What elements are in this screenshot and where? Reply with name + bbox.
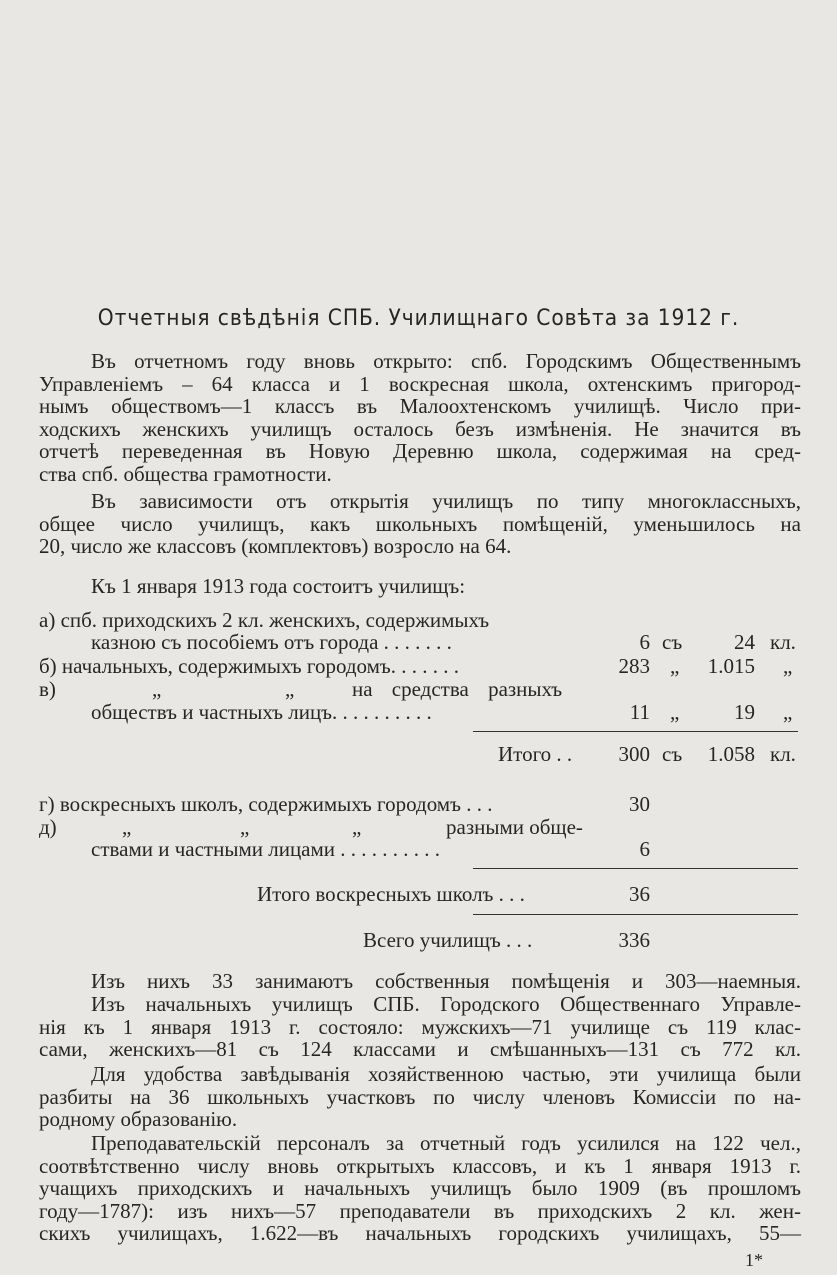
paragraph-6 (39, 1132, 801, 1245)
row-g-line: г) воскресныхъ школъ, содержимыхъ городомъ . . . (39, 792, 493, 816)
text-line: Изъ начальныхъ училищъ СПБ. Городского Общественнаго Управле- (91, 992, 801, 1016)
page-title: Отчетныя свѣдѣнія СПБ. Училищнаго Совѣта за 1912 г. (97, 306, 740, 331)
text-line: учащихъ приходскихъ и начальныхъ училищъ было 1909 (въ прошломъ (39, 1176, 801, 1200)
paragraph-5 (39, 1063, 801, 1131)
text-line: Въ отчетномъ году вновь открыто: спб. Городскимъ Общественнымъ (91, 349, 801, 373)
text-line: Въ зависимости отъ открытія училищъ по типу многоклассныхъ, (91, 489, 801, 513)
paragraph-3 (39, 970, 801, 993)
grand-total-label: Всего училищъ . . . (363, 928, 533, 952)
row-b-classes: 1.015 (707, 654, 755, 678)
row-v-classes: 19 (734, 700, 755, 724)
text-line: отчетѣ переведенная въ Новую Деревню школа, содержимая на сред- (39, 439, 801, 463)
text-line: нія къ 1 января 1913 г. состояло: мужскихъ—71 училище съ 119 клас- (39, 1014, 801, 1039)
row-g-schools: 30 (629, 792, 650, 816)
row-v-ditto3: „ (670, 700, 680, 724)
text-line: нымъ обществомъ—1 классъ въ Малоохтенскомъ училищѣ. Число при- (39, 394, 801, 418)
total-s: съ (662, 742, 683, 766)
total-label: Итого . . (498, 742, 573, 766)
sunday-total-label: Итого воскресныхъ школъ . . . (257, 882, 525, 906)
total-classes: 1.058 (707, 742, 755, 766)
row-a-schools: 6 (639, 630, 650, 654)
row-d-line2: ствами и частными лицами . . . . . . . . . . (91, 837, 441, 861)
text-line: Для удобства завѣдыванія хозяйственною частью, эти училища были (91, 1062, 801, 1086)
row-d-ditto3: „ (352, 815, 362, 839)
row-v-ditto2: „ (285, 677, 295, 701)
text-line: ходскихъ женскихъ училищъ осталось безъ измѣненія. Не значится въ (39, 416, 801, 441)
total-schools: 300 (618, 742, 650, 766)
row-a-s: съ (662, 630, 683, 654)
row-d-text: разными обще- (446, 815, 583, 839)
row-v-ditto1: „ (152, 677, 162, 701)
text-line: общее число училищъ, какъ школьныхъ помѣщеній, уменьшилось на (39, 511, 801, 536)
text-line: ства спб. общества грамотности. (39, 461, 332, 486)
text-line: году—1787): изъ нихъ—57 преподаватели въ приходскихъ 2 кл. жен- (39, 1198, 801, 1223)
grand-total-rule (473, 914, 798, 915)
schools-intro: Къ 1 января 1913 года состоитъ училищъ: (91, 574, 466, 598)
text-line: скихъ училищахъ, 1.622—въ начальныхъ городскихъ училищахъ, 55— (39, 1221, 801, 1245)
paragraph-4 (39, 993, 801, 1061)
row-v-line2: обществъ и частныхъ лицъ. . . . . . . . . . (91, 700, 432, 724)
sunday-total-value: 36 (629, 882, 650, 906)
row-v-schools: 11 (629, 700, 650, 724)
text-line: Преподавательскій персоналъ за отчетный годъ усилился на 122 чел., (91, 1131, 801, 1155)
row-d-ditto1: „ (122, 815, 132, 839)
grand-total-value: 336 (618, 928, 650, 952)
row-v-label: в) (39, 677, 56, 701)
text-line: 20, число же классовъ (комплектовъ) возросло на 64. (39, 534, 512, 558)
text-line: соотвѣтственно числу вновь открытыхъ классовъ, и къ 1 января 1913 г. (39, 1153, 801, 1178)
row-a-classes: 24 (734, 630, 755, 654)
row-b-ditto2: „ (783, 654, 793, 678)
sunday-total-rule (473, 868, 798, 869)
row-d-ditto2: „ (240, 815, 250, 839)
row-v-ditto4: „ (783, 700, 793, 724)
row-v-text: на средства разныхъ (352, 677, 563, 701)
total-kl: кл. (770, 742, 796, 766)
row-b-ditto: „ (670, 654, 680, 678)
row-a-kl: кл. (770, 630, 796, 654)
page-number: 1* (745, 1250, 763, 1270)
text-line: Изъ нихъ 33 занимаютъ собственныя помѣщенія и 303—наемныя. (91, 969, 801, 993)
text-line: родному образованію. (39, 1107, 238, 1131)
row-b-line: б) начальныхъ, содержимыхъ городомъ. . . . . . . (39, 654, 460, 678)
text-line: сами, женскихъ—81 съ 124 классами и смѣшанныхъ—131 съ 772 кл. (39, 1037, 801, 1061)
row-d-label: д) (39, 815, 57, 839)
text-line: Управленіемъ – 64 класса и 1 воскресная школа, охтенскимъ пригород- (39, 371, 801, 396)
row-d-schools: 6 (639, 837, 650, 861)
total-rule (473, 731, 798, 732)
row-a-line1: а) спб. приходскихъ 2 кл. женскихъ, содержимыхъ (39, 608, 490, 632)
text-line: разбиты на 36 школьныхъ участковъ по числу членовъ Комиссіи по на- (39, 1084, 801, 1109)
row-a-line2: казною съ пособіемъ отъ города . . . . . . . (91, 630, 452, 654)
row-b-schools: 283 (618, 654, 650, 678)
